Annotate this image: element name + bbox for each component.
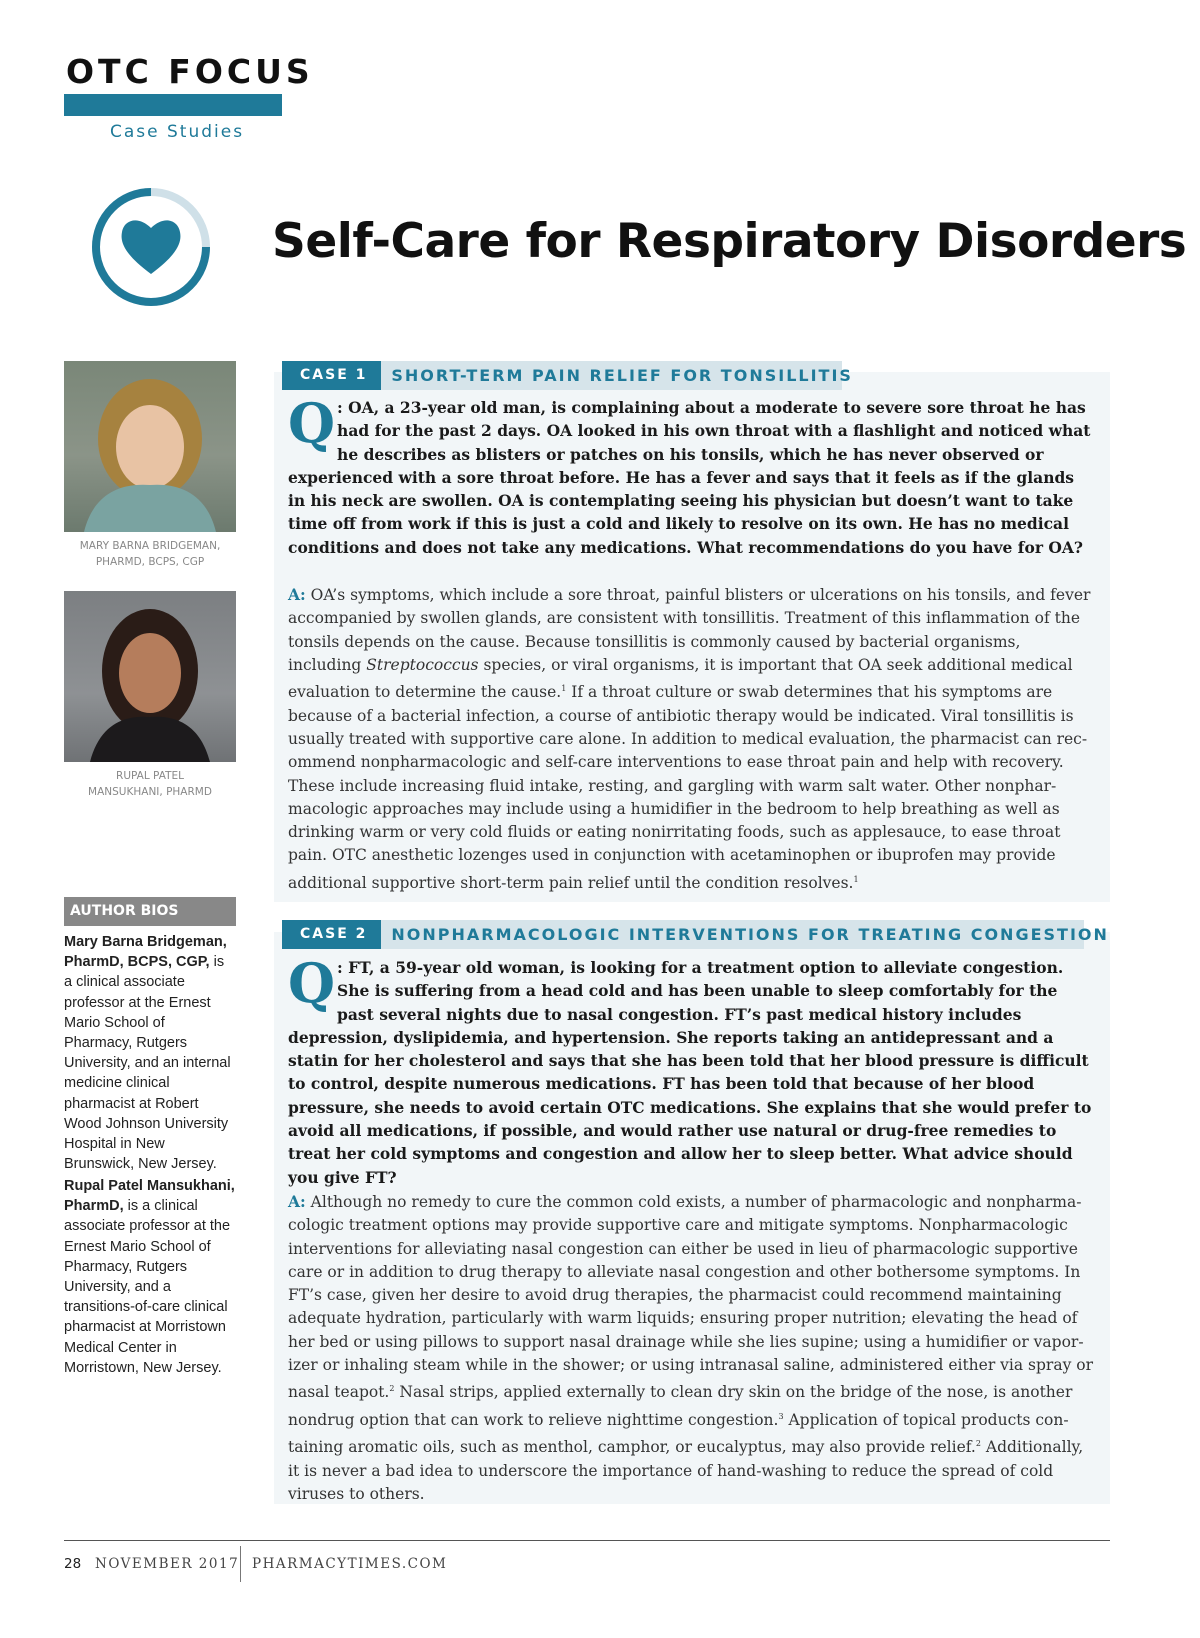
case-label: CASE 2 (282, 920, 381, 949)
caption-line: RUPAL PATEL (116, 770, 184, 782)
author-bio-text: is a clinical associate professor at the Ernest Mario School of Pharmacy, Rutgers University, and a transitions-of-care clinical pharmacist at Morristown Medical Center in Morristown, New Jersey. (64, 1198, 231, 1376)
author-portrait-graphic (64, 361, 236, 532)
answer-italic-term: Streptococcus (366, 655, 479, 674)
reference-superscript: 1 (853, 874, 859, 884)
footer-rule (64, 1540, 1110, 1541)
author-bio (64, 1176, 236, 1378)
question-initial: Q (288, 391, 336, 455)
answer-text: Although no remedy to cure the common cold exists, a number of pharmacologic and nonpharmacologic treatment options may provide supportive care and mitigate symptoms. Nonpharmacologic interventions for alleviating nasal congestion can either be used in lieu of pharmacologic supportive care or in addition to drug therapy to alleviate nasal congestion and other bothersome symptoms. In FT’s case, given her desire to avoid drug therapies, the pharmacist could recommend maintaining adequate hydration, particularly with warm liquids; ensuring proper nutrition; elevating the head of her bed or using pillows to support nasal drainage while she lies supine; using a humidifier or vaporizer or inhaling steam while in the shower; or using intranasal saline, administered either via spray or nasal teapot. (288, 1193, 1094, 1402)
answer-text: Nasal strips, applied externally to clean dry skin on the bridge of the nose, is another nondrug option that can work to relieve nighttime congestion. (288, 1383, 1073, 1429)
case-heading: SHORT-TERM PAIN RELIEF FOR TONSILLITIS (391, 366, 853, 385)
section-title: OTC FOCUS (66, 52, 314, 91)
author-bios-header: AUTHOR BIOS (64, 897, 236, 926)
question-text: : FT, a 59-year old woman, is looking for a treatment option to alleviate congestion. She is suffering from a head cold and has been unable to sleep comfortably for the past several nights due to nasal congestion. FT’s past medical history includes depression, dyslipidemia, and hypertension. She reports taking an antidepressant and a statin for her cholesterol and says that she has been told that her blood pressure is difficult to control, despite numerous medications. FT has been told that because of her blood pressure, she needs to avoid certain OTC medications. She explains that she would prefer to avoid all medications, if possible, and would rather use natural or drug-free remedies to treat her cold symptoms and congestion and allow her to sleep better. What advice should you give FT? (288, 958, 1092, 1187)
footer-site: PHARMACYTIMES.COM (252, 1556, 448, 1572)
author-portrait-graphic (64, 591, 236, 762)
author-bio-name: Rupal Patel Mansukhani, PharmD, (64, 1178, 235, 1215)
reference-superscript: 2 (389, 1384, 395, 1394)
case-1-header (282, 361, 853, 390)
question-text: : OA, a 23-year old man, is complaining about a moderate to severe sore throat he has had for the past 2 days. OA looked in his own throat with a flashlight and noticed what he describes as blisters or patches on his tonsils, which he has never observed or experienced with a sore throat before. He has a fever and says that it feels as if the glands in his neck are swollen. OA is contemplating seeing his physician but doesn’t want to take time off from work if this is just a cold and likely to resolve on its own. He has no medical conditions and does not take any medications. What recommendations do you have for OA? (288, 398, 1091, 557)
case-heading: NONPHARMACOLOGIC INTERVENTIONS FOR TREATING CONGESTION (391, 925, 1109, 944)
section-subtitle: Case Studies (110, 122, 245, 142)
caption-line: MANSUKHANI, PHARMD (88, 786, 212, 798)
answer-text: If a throat culture or swab determines that his symptoms are because of a bacterial infection, a course of antibiotic therapy would be indicated. Viral tonsillitis is usually treated with supportive care alone. In addition to medical evaluation, the pharmacist can recommend nonpharmacologic and self-care interventions to ease throat pain and help with recovery. These include increasing fluid intake, resting, and gargling with warm salt water. Other nonpharmacologic approaches may include using a humidifier in the bedroom to help breathing as well as drinking warm or very cold fluids or eating nonirritating foods, such as applesauce, to ease throat pain. OTC anesthetic lozenges used in conjunction with acetaminophen or ibuprofen may provide additional supportive short-term pain relief until the condition resolves. (288, 683, 1088, 892)
reference-superscript: 3 (778, 1411, 784, 1421)
question-initial: Q (288, 951, 336, 1015)
author-caption-bridgeman (64, 538, 236, 570)
case-1-answer (288, 583, 1096, 895)
answer-label: A: (288, 1192, 306, 1211)
case-label: CASE 1 (282, 361, 381, 390)
case-2-question (288, 951, 1096, 1189)
answer-label: A: (288, 585, 306, 604)
author-bio-text: is a clinical associate professor at the Ernest Mario School of Pharmacy, Rutgers University, and an internal medicine clinical pharmacist at Robert Wood Johnson University Hospital in New Brunswick, New Jersey. (64, 954, 231, 1173)
case-2-answer (288, 1190, 1096, 1506)
author-photo-mansukhani (64, 591, 236, 762)
caption-line: PHARMD, BCPS, CGP (95, 556, 205, 568)
answer-text: Application of topical products containing aromatic oils, such as menthol, camphor, or eucalyptus, may also provide relief. (288, 1410, 1069, 1457)
heart-icon (86, 182, 216, 312)
footer-issue-date: NOVEMBER 2017 (95, 1556, 240, 1572)
answer-text: species, or viral organisms, it is important that OA seek additional medical evaluation to determine the cause. (288, 655, 1073, 702)
footer-page-number: 28 (64, 1556, 82, 1572)
reference-superscript: 1 (561, 684, 567, 694)
page-title: Self-Care for Respiratory Disorders (272, 214, 1187, 269)
footer-separator (240, 1546, 241, 1582)
author-bio (64, 932, 236, 1174)
reference-superscript: 2 (975, 1439, 981, 1449)
author-photo-bridgeman (64, 361, 236, 532)
author-bio-name: Mary Barna Bridgeman, PharmD, BCPS, CGP, (64, 934, 227, 971)
case-2-header (282, 920, 1109, 949)
author-caption-mansukhani (64, 768, 236, 800)
case-1-question (288, 391, 1096, 559)
section-title-bar (64, 94, 282, 116)
answer-text: Additionally, it is never a bad idea to underscore the importance of hand-washing to reduce the spread of cold viruses to others. (288, 1438, 1084, 1504)
caption-line: MARY BARNA BRIDGEMAN, (79, 540, 221, 552)
answer-text: OA’s symptoms, which include a sore throat, painful blisters or ulcerations on his tonsils, and fever accompanied by swollen glands, are consistent with tonsillitis. Treatment of this inflammation of the tonsils depends on the cause. Because tonsillitis is commonly caused by bacterial organisms, including (288, 586, 1091, 674)
